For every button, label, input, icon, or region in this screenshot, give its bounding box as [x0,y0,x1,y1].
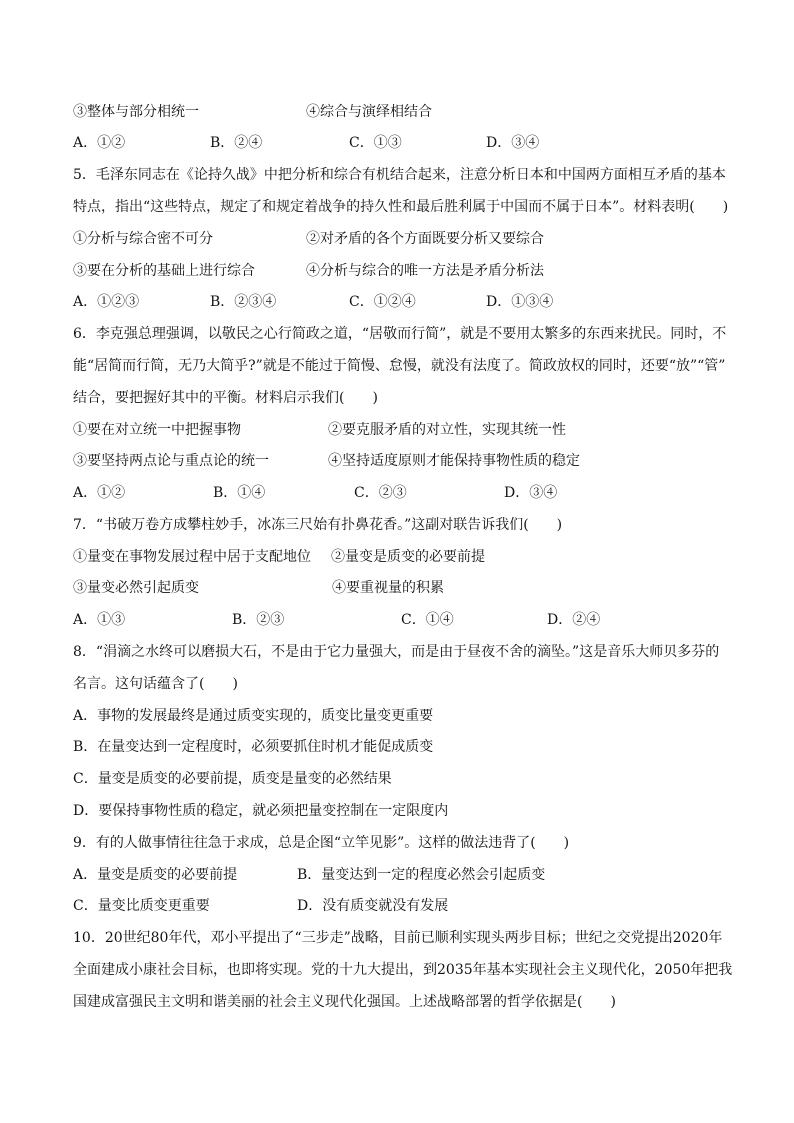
q10-stem-line-1: 10．20世纪80年代，邓小平提出了“三步走”战略，目前已顺利实现头两步目标；世纪之交党提出2020年 [73,930,723,946]
q4-option-4: ④综合与演绎相结合 [306,104,432,120]
q6-option-1: ①要在对立统一中把握事物 [73,422,241,438]
q5-stem-line-1: 5．毛泽东同志在《论持久战》中把分析和综合有机结合起来，注意分析日本和中国两方面相互矛盾的基本 [73,167,726,183]
q5-choice-b: B．②③④ [210,294,277,310]
q6-choice-a: A．①② [73,485,126,501]
q5-option-2: ②对矛盾的各个方面既要分析又要综合 [306,231,544,247]
q5-choice-c: C．①②④ [349,294,416,310]
q7-options-row-1 [73,547,723,567]
q4-choice-a: A．①② [73,135,126,151]
q6-options-row-2 [73,451,723,471]
q7-option-1: ①量变在事物发展过程中居于支配地位 [73,549,311,565]
q10-stem-line-3: 国建成富强民主文明和谐美丽的社会主义现代化强国。上述战略部署的哲学依据是( ) [73,994,616,1010]
q7-option-4: ④要重视量的积累 [332,580,444,596]
q4-choice-b: B．②④ [210,135,263,151]
q7-choice-d: D．②④ [547,612,601,628]
q5-choice-a: A．①②③ [73,294,140,310]
q6-choice-c: C．②③ [354,485,407,501]
q9-option-b: B．量变达到一定的程度必然会引起质变 [297,867,546,883]
q7-stem-line-1: 7．“书破万卷方成攀柱妙手，冰冻三尺始有扑鼻花香。”这副对联告诉我们( ) [73,517,563,533]
q8-stem-line-1: 8．“涓滴之水终可以磨损大石，不是由于它力量强大，而是由于昼夜不舍的滴坠。”这是音乐大师贝多芬的 [73,644,720,660]
q4-choice-c: C．①③ [349,135,402,151]
q6-stem-line-2: 能“居简而行简，无乃大简乎?”就是不能过于简慢、怠慢，就没有法度了。简政放权的同时，还要“放”“管” [73,358,726,374]
q9-option-a: A．量变是质变的必要前提 [73,867,238,883]
q4-option-3: ③整体与部分相统一 [73,104,199,120]
q9-options-row-2 [73,896,723,916]
q5-stem-line-2: 特点，指出“这些特点，规定了和规定着战争的持久性和最后胜利属于中国而不属于日本”。材料表明( ) [73,199,729,215]
q6-option-2: ②要克服矛盾的对立性，实现其统一性 [328,422,566,438]
q7-choices [73,610,723,630]
q6-choices [73,483,723,503]
q5-option-4: ④分析与综合的唯一方法是矛盾分析法 [306,263,544,279]
q4-options-row-1 [73,102,723,122]
q6-option-3: ③要坚持两点论与重点论的统一 [73,453,269,469]
q5-choices [73,292,723,312]
q4-choice-d: D．③④ [486,135,540,151]
q6-choice-b: B．①④ [213,485,266,501]
q7-options-row-2 [73,578,723,598]
q7-choice-b: B．②③ [232,612,285,628]
q8-option-d: D．要保持事物性质的稳定，就必须把量变控制在一定限度内 [73,803,449,819]
q7-option-2: ②量变是质变的必要前提 [331,549,485,565]
q5-options-row-2 [73,261,723,281]
q8-stem-line-2: 名言。这句话蕴含了( ) [73,676,238,692]
q8-option-a: A．事物的发展最终是通过质变实现的，质变比量变更重要 [73,708,434,724]
q6-stem-line-3: 结合，要把握好其中的平衡。材料启示我们( ) [73,390,378,406]
q9-option-d: D．没有质变就没有发展 [297,898,449,914]
q9-stem-line-1: 9．有的人做事情往往急于求成，总是企图“立竿见影”。这样的做法违背了( ) [73,835,570,851]
q5-option-1: ①分析与综合密不可分 [73,231,213,247]
q6-stem-line-1: 6．李克强总理强调，以敬民之心行简政之道，“居敬而行简”，就是不要用太繁多的东西来扰民。同时，不 [73,326,727,342]
q6-option-4: ④坚持适度原则才能保持事物性质的稳定 [328,453,580,469]
q7-choice-a: A．①③ [73,612,126,628]
q6-choice-d: D．③④ [504,485,558,501]
q9-options-row-1 [73,865,723,885]
q9-option-c: C．量变比质变更重要 [73,898,210,914]
q6-options-row-1 [73,420,723,440]
q5-option-3: ③要在分析的基础上进行综合 [73,263,255,279]
q8-option-c: C．量变是质变的必要前提，质变是量变的必然结果 [73,771,392,787]
q5-options-row-1 [73,229,723,249]
q10-stem-line-2: 全面建成小康社会目标，也即将实现。党的十九大提出，到2035年基本实现社会主义现代化，2050年把我 [73,962,733,978]
q7-choice-c: C．①④ [401,612,454,628]
q7-option-3: ③量变必然引起质变 [73,580,199,596]
q5-choice-d: D．①③④ [486,294,554,310]
q8-option-b: B．在量变达到一定程度时，必须要抓住时机才能促成质变 [73,739,434,755]
q4-choices [73,133,723,153]
